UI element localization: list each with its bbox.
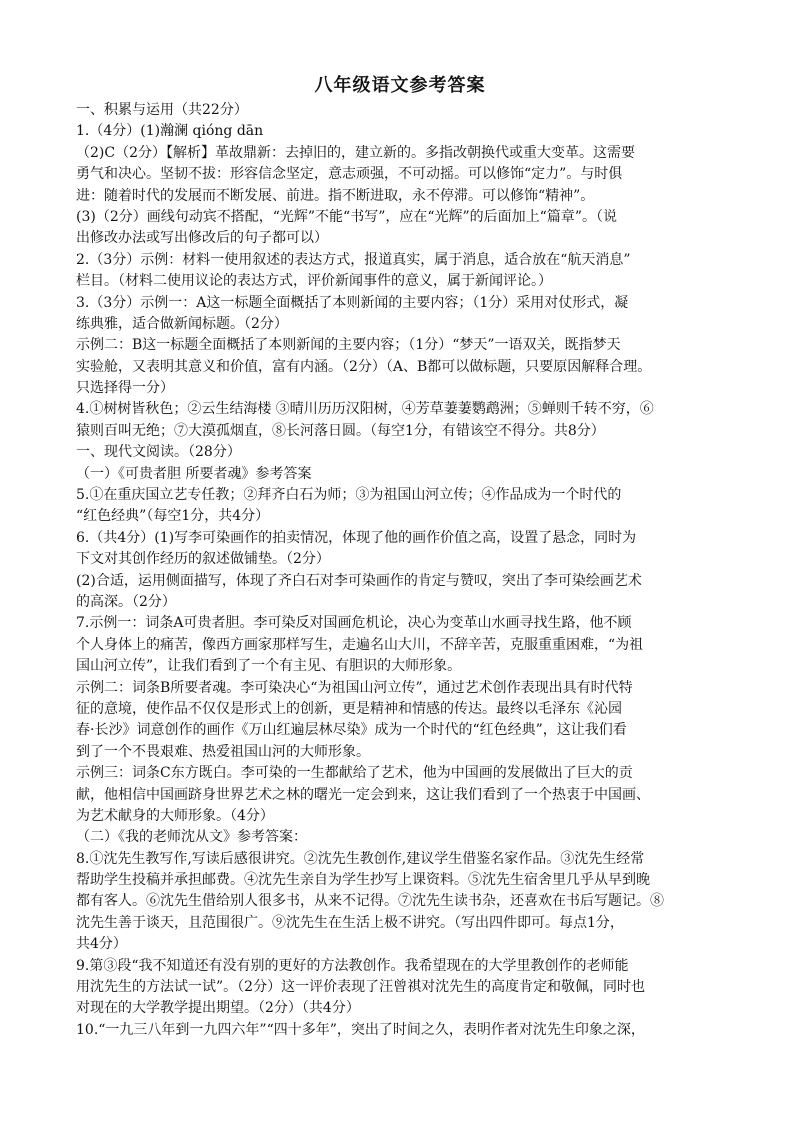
text-line: 到了一个不畏艰难、热爱祖国山河的大师形象。 <box>76 743 370 760</box>
text-line: 下文对其创作经历的叙述做铺垫。（2分） <box>76 551 330 568</box>
text-line: 用沈先生的方法试一试”。（2分）这一评价表现了汪曾祺对沈先生的高度肯定和敬佩，同时也 <box>76 979 646 996</box>
text-line: 共4分） <box>76 936 127 953</box>
text-line: 6.（共4分）(1)写李可染画作的拍卖情况，体现了他的画作价值之高，设置了悬念，同时为 <box>76 529 637 546</box>
answer-body <box>76 100 724 1041</box>
text-line: 2.（3分）示例：材料一使用叙述的表达方式，报道真实，属于消息，适合放在“航天消息” <box>76 251 631 268</box>
text-line: 3.（3分）示例一：A这一标题全面概括了本则新闻的主要内容；（1分）采用对仗形式，凝 <box>76 294 629 311</box>
text-line: 一、现代文阅读。（28分） <box>76 444 241 461</box>
text-line: 沈先生善于谈天，且范围很广。⑨沈先生在生活上极不讲究。（写出四件即可。每点1分， <box>76 914 624 931</box>
text-line: 7.示例一：词条A可贵者胆。李可染反对国画危机论，决心为变革山水画寻找生路，他不顾 <box>76 615 632 632</box>
text-line: （二）《我的老师沈从文》参考答案： <box>76 829 307 846</box>
text-line: 的高深。（2分） <box>76 593 176 610</box>
text-line: 示例三：词条C东方既白。李可染的一生都献给了艺术，他为中国画的发展做出了巨大的贡 <box>76 765 633 782</box>
text-line: 个人身体上的痛苦，像西方画家那样写生，走遍名山大川，不辞辛苦，克服重重困难，“为祖 <box>76 636 644 653</box>
text-line: 勇气和决心。坚韧不拔：形容信念坚定，意志顽强，不可动摇。可以修饰“定力”。与时俱 <box>76 166 623 183</box>
text-line: 猿则百叫无绝；⑦大漠孤烟直，⑧长河落日圆。（每空1分，有错该空不得分。共8分） <box>76 422 605 439</box>
text-line: (3)（2分）画线句动宾不搭配，“光辉”不能“书写”，应在“光辉”的后面加上“篇章”。（说 <box>76 208 617 225</box>
text-line: 献，他相信中国画跻身世界艺术之林的曙光一定会到来，这让我们看到了一个热衷于中国画、 <box>76 786 650 803</box>
text-line: 国山河立传”，让我们看到了一个有主见、有胆识的大师形象。 <box>76 658 462 675</box>
page-title: 八年级语文参考答案 <box>314 75 486 96</box>
text-line: 1.（4分）(1)瀚澜 qióng dān <box>76 123 264 140</box>
text-line: 春·长沙》词意创作的画作《万山红遍层林尽染》成为一个时代的“红色经典”，这让我们看 <box>76 722 627 739</box>
answer-sheet <box>76 74 724 1041</box>
text-line: 栏目。（材料二使用议论的表达方式，评价新闻事件的意义，属于新闻评论。） <box>76 273 552 290</box>
text-line: 8.①沈先生教写作,写读后感很讲究。②沈先生教创作,建议学生借鉴名家作品。③沈先生经常 <box>76 850 645 867</box>
text-line: 4.①树树皆秋色；②云生结海楼 ③晴川历历汉阳树，④芳草萋萋鹦鹉洲；⑤蝉则千转不穷，⑥ <box>76 401 654 418</box>
text-line: （一）《可贵者胆 所要者魂》参考答案 <box>76 465 312 482</box>
text-line: 一、积累与运用（共22分） <box>76 102 248 118</box>
text-line: 10.“一九三八年到一九四六年”“四十多年”，突出了时间之久，表明作者对沈先生印象之深， <box>76 1021 645 1038</box>
text-line: 练典雅，适合做新闻标题。（2分） <box>76 315 288 332</box>
text-line: 进：随着时代的发展而不断发展、前进。指不断进取，永不停滞。可以修饰“精神”。 <box>76 187 595 204</box>
text-line: 为艺术献身的大师形象。（4分） <box>76 807 274 824</box>
text-line: 只选择得一分） <box>76 380 174 397</box>
text-line: “红色经典”（每空1分，共4分） <box>76 508 270 525</box>
text-line: 对现在的大学教学提出期望。（2分）（共4分） <box>76 1000 360 1017</box>
text-line: (2)合适，运用侧面描写，体现了齐白石对李可染画作的肯定与赞叹，突出了李可染绘画艺术 <box>76 572 642 589</box>
text-line: 9.第③段“我不知道还有没有别的更好的方法教创作。我希望现在的大学里教创作的老师能 <box>76 957 629 974</box>
text-line: 帮助学生投稿并承担邮费。④沈先生亲自为学生抄写上课资料。⑤沈先生宿舍里几乎从早到晚 <box>76 872 650 889</box>
text-line: 示例二：词条B所要者魂。李可染决心“为祖国山河立传”，通过艺术创作表现出具有时代特 <box>76 679 633 696</box>
text-line: 示例二：B这一标题全面概括了本则新闻的主要内容；（1分）“梦天”一语双关，既指梦天 <box>76 337 621 354</box>
text-line: 5.①在重庆国立艺专任教；②拜齐白石为师；③为祖国山河立传；④作品成为一个时代的 <box>76 487 622 504</box>
text-line: （2)C（2分）【解析】革故鼎新：去掉旧的，建立新的。多指改朝换代或重大变革。这需要 <box>76 144 635 161</box>
text-line: 实验舱，又表明其意义和价值，富有内涵。（2分）（A、B都可以做标题，只要原因解释合理。 <box>76 358 652 375</box>
text-line: 出修改办法或写出修改后的句子都可以） <box>76 230 328 247</box>
text-line: 都有客人。⑥沈先生借给别人很多书，从来不记得。⑦沈先生读书杂，还喜欢在书后写题记。⑧ <box>76 893 664 910</box>
text-line: 征的意境，使作品不仅仅是形式上的创新，更是精神和情感的传达。最终以毛泽东《沁园 <box>76 700 622 717</box>
